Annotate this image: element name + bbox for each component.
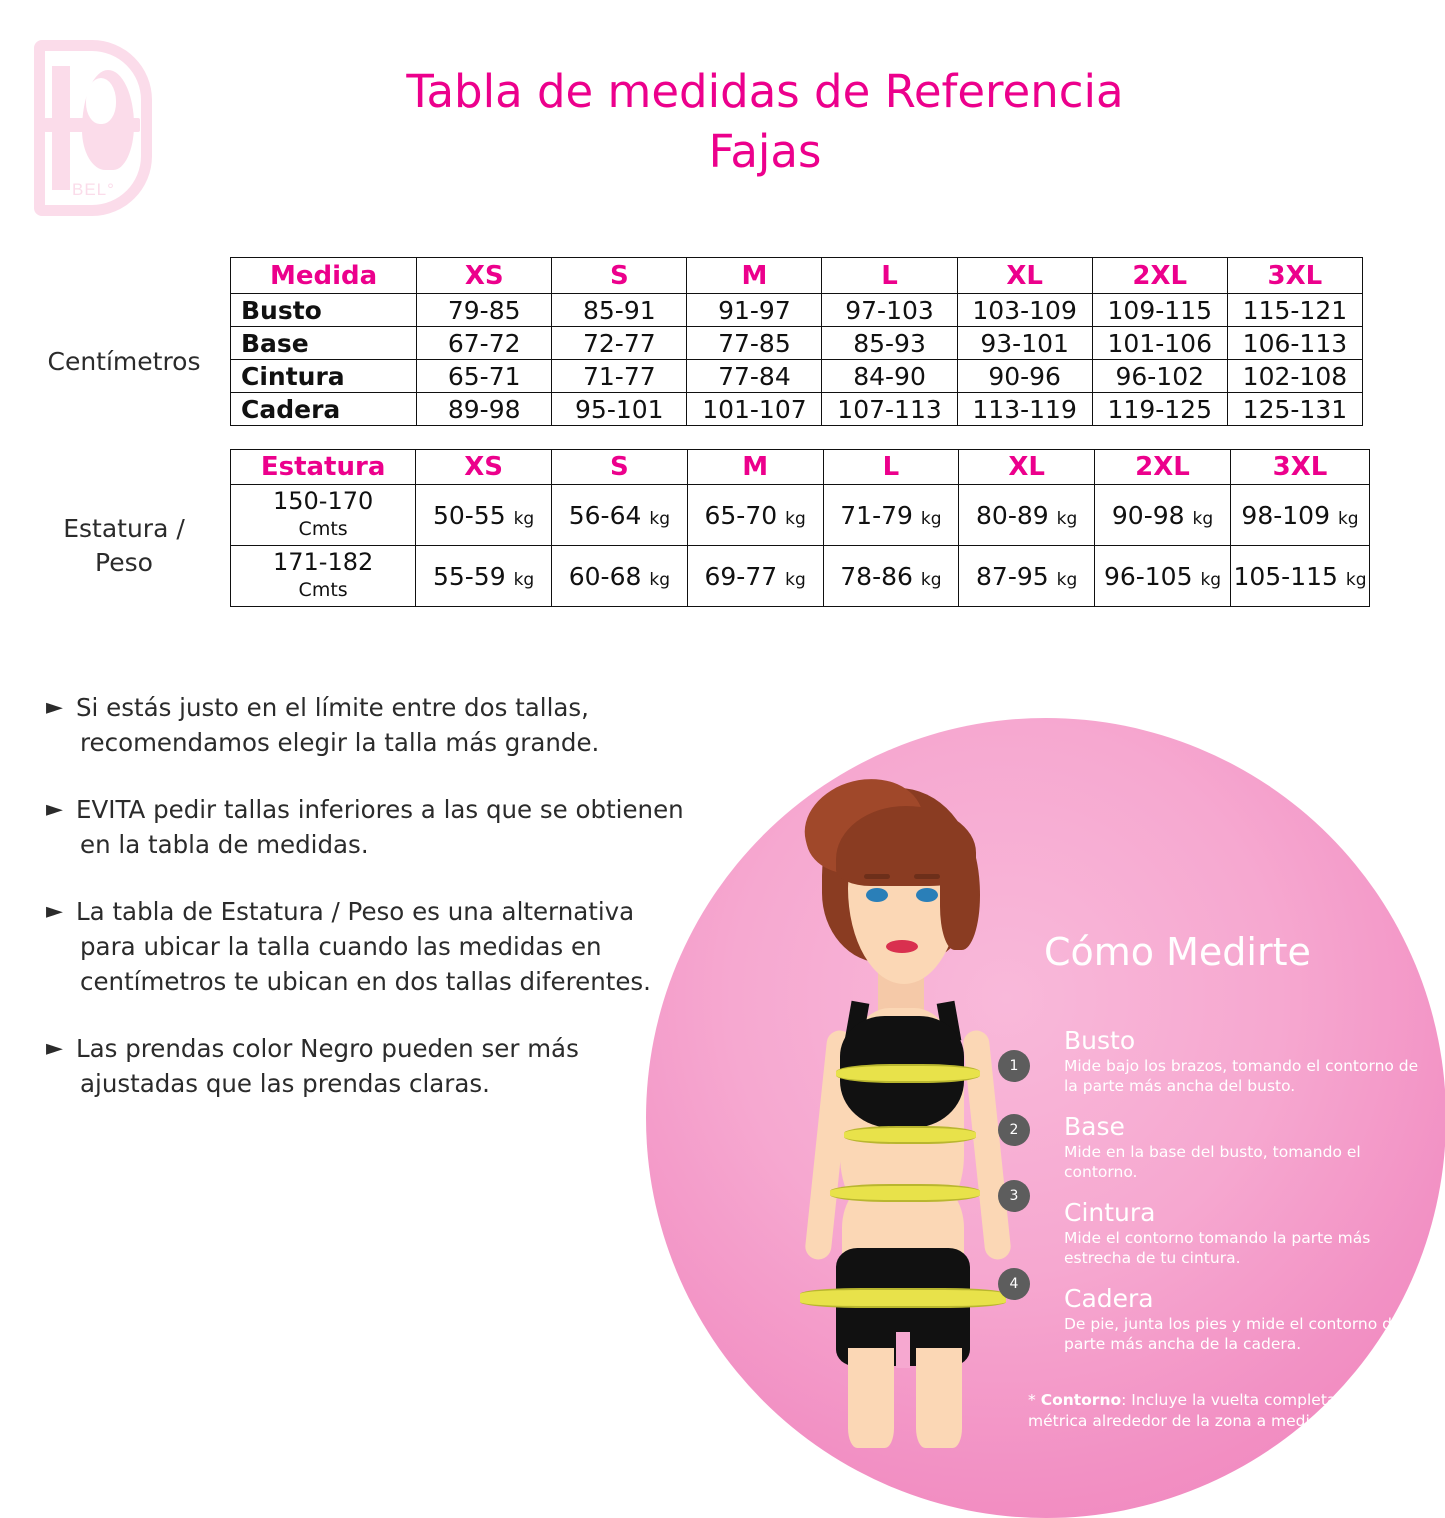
cell-cadera-l: 107-113 xyxy=(822,393,957,426)
cell-cadera-xs: 89-98 xyxy=(417,393,552,426)
cell-cadera-3xl: 125-131 xyxy=(1227,393,1362,426)
measure-desc-cadera: De pie, junta los pies y mide el contorno de la parte más ancha de la cadera. xyxy=(1064,1315,1421,1353)
cell-hw1-m: 65-70 kg xyxy=(687,485,823,546)
cell-hw1-l: 71-79 kg xyxy=(823,485,959,546)
cell-hw2-2xl: 96-105 kg xyxy=(1095,546,1231,607)
cell-hw2-xs: 55-59 kg xyxy=(416,546,552,607)
col-header-hw-m: M xyxy=(687,450,823,485)
table-header-row xyxy=(231,450,1370,485)
page-title xyxy=(300,62,1230,182)
row-label-cadera: Cadera xyxy=(231,393,417,426)
measure-badge-2: 2 xyxy=(998,1114,1030,1146)
mouth-shape xyxy=(886,940,918,953)
col-header-s: S xyxy=(552,258,687,294)
cell-hw2-l: 78-86 kg xyxy=(823,546,959,607)
cell-hw1-s: 56-64 kg xyxy=(551,485,687,546)
cell-cadera-s: 95-101 xyxy=(552,393,687,426)
brand-logo xyxy=(34,40,164,220)
shorts-gap xyxy=(896,1332,910,1368)
label-estatura-peso-line2: Peso xyxy=(95,548,153,577)
bullet-arrow-icon: ► xyxy=(46,797,63,822)
cell-cintura-2xl: 96-102 xyxy=(1092,360,1227,393)
note-item xyxy=(40,690,740,760)
table-row xyxy=(231,485,1370,546)
measure-item-busto xyxy=(1064,1026,1424,1096)
note-line-2: ajustadas que las prendas claras. xyxy=(80,1069,490,1098)
cell-base-m: 77-85 xyxy=(687,327,822,360)
row-label-cintura: Cintura xyxy=(231,360,417,393)
col-header-hw-xs: XS xyxy=(416,450,552,485)
col-header-hw-l: L xyxy=(823,450,959,485)
cell-busto-xl: 103-109 xyxy=(957,294,1092,327)
note-line-2: para ubicar la talla cuando las medidas en xyxy=(80,932,602,961)
measure-badge-1: 1 xyxy=(998,1050,1030,1082)
col-header-2xl: 2XL xyxy=(1092,258,1227,294)
row-label-base: Base xyxy=(231,327,417,360)
page-title-line1: Tabla de medidas de Referencia xyxy=(406,65,1124,118)
cell-hw1-xs: 50-55 kg xyxy=(416,485,552,546)
row-label-171-182 xyxy=(231,546,416,607)
cell-base-xl: 93-101 xyxy=(957,327,1092,360)
cell-cadera-m: 101-107 xyxy=(687,393,822,426)
logo-wordmark: BEL° xyxy=(72,180,115,199)
row-label-150-170-unit: Cmts xyxy=(298,518,348,540)
woman-illustration xyxy=(744,780,1074,1445)
cell-base-xs: 67-72 xyxy=(417,327,552,360)
leg-left xyxy=(848,1348,894,1448)
measuring-tape-cadera-icon xyxy=(800,1288,1006,1308)
col-header-3xl: 3XL xyxy=(1227,258,1362,294)
cell-busto-s: 85-91 xyxy=(552,294,687,327)
row-label-150-170 xyxy=(231,485,416,546)
note-line-1: Las prendas color Negro pueden ser más xyxy=(76,1034,579,1063)
note-item xyxy=(40,792,740,862)
footnote-star: * xyxy=(1028,1391,1036,1409)
cell-busto-l: 97-103 xyxy=(822,294,957,327)
measure-item-cadera xyxy=(1064,1284,1424,1354)
col-header-hw-3xl: 3XL xyxy=(1231,450,1370,485)
col-header-l: L xyxy=(822,258,957,294)
cell-base-3xl: 106-113 xyxy=(1227,327,1362,360)
cell-cadera-xl: 113-119 xyxy=(957,393,1092,426)
logo-face-shape xyxy=(86,78,116,124)
page-title-line2: Fajas xyxy=(708,125,822,178)
how-to-measure-list xyxy=(1064,1026,1424,1370)
measuring-tape-cintura-icon xyxy=(830,1184,980,1202)
col-header-m: M xyxy=(687,258,822,294)
cell-hw2-xl: 87-95 kg xyxy=(959,546,1095,607)
note-item xyxy=(40,894,740,999)
measure-name-busto: Busto xyxy=(1064,1026,1136,1055)
cell-hw1-xl: 80-89 kg xyxy=(959,485,1095,546)
bullet-arrow-icon: ► xyxy=(46,695,63,720)
label-centimetros: Centímetros xyxy=(47,347,201,376)
leg-right xyxy=(916,1348,962,1448)
eye-left xyxy=(866,888,888,902)
cell-base-s: 72-77 xyxy=(552,327,687,360)
col-header-hw-2xl: 2XL xyxy=(1095,450,1231,485)
row-label-171-182-unit: Cmts xyxy=(298,579,348,601)
notes-list xyxy=(40,690,740,1133)
cell-cadera-2xl: 119-125 xyxy=(1092,393,1227,426)
cell-hw2-3xl: 105-115 kg xyxy=(1231,546,1370,607)
measure-item-cintura xyxy=(1064,1198,1424,1268)
table-row xyxy=(231,360,1363,393)
col-header-medida: Medida xyxy=(231,258,417,294)
note-line-2: recomendamos elegir la talla más grande. xyxy=(80,728,600,757)
measure-desc-cintura: Mide el contorno tomando la parte más estrecha de tu cintura. xyxy=(1064,1229,1371,1267)
cell-hw1-3xl: 98-109 kg xyxy=(1231,485,1370,546)
eyebrow-right xyxy=(914,874,940,879)
col-header-xs: XS xyxy=(417,258,552,294)
measure-desc-busto: Mide bajo los brazos, tomando el contorno de la parte más ancha del busto. xyxy=(1064,1057,1419,1095)
measure-name-base: Base xyxy=(1064,1112,1125,1141)
note-line-1: La tabla de Estatura / Peso es una alternativa xyxy=(76,897,635,926)
table-row xyxy=(231,546,1370,607)
measure-desc-base: Mide en la base del busto, tomando el contorno. xyxy=(1064,1143,1361,1181)
cell-cintura-xl: 90-96 xyxy=(957,360,1092,393)
cell-base-l: 85-93 xyxy=(822,327,957,360)
col-header-xl: XL xyxy=(957,258,1092,294)
label-estatura-peso-line1: Estatura / xyxy=(63,514,185,543)
cell-cintura-m: 77-84 xyxy=(687,360,822,393)
col-header-estatura: Estatura xyxy=(231,450,416,485)
cell-cintura-xs: 65-71 xyxy=(417,360,552,393)
note-line-3: centímetros te ubican en dos tallas diferentes. xyxy=(80,967,651,996)
footnote-text: : Incluye la vuelta completa de la cinta métrica alrededor de la zona a medir xyxy=(1028,1391,1423,1430)
footnote xyxy=(1028,1390,1428,1432)
label-estatura-peso xyxy=(24,512,224,580)
measure-badge-3: 3 xyxy=(998,1180,1030,1212)
cell-hw2-s: 60-68 kg xyxy=(551,546,687,607)
cell-busto-m: 91-97 xyxy=(687,294,822,327)
cell-cintura-l: 84-90 xyxy=(822,360,957,393)
measuring-tape-base-icon xyxy=(844,1126,976,1144)
col-header-hw-xl: XL xyxy=(959,450,1095,485)
row-label-150-170-range: 150-170 xyxy=(272,487,374,515)
measuring-tape-busto-icon xyxy=(836,1064,980,1083)
cell-cintura-3xl: 102-108 xyxy=(1227,360,1362,393)
note-line-1: EVITA pedir tallas inferiores a las que se obtienen xyxy=(76,795,684,824)
cell-hw1-2xl: 90-98 kg xyxy=(1095,485,1231,546)
cell-busto-2xl: 109-115 xyxy=(1092,294,1227,327)
cell-busto-3xl: 115-121 xyxy=(1227,294,1362,327)
table-header-row xyxy=(231,258,1363,294)
footnote-term: Contorno xyxy=(1040,1391,1122,1409)
measure-item-base xyxy=(1064,1112,1424,1182)
measure-name-cadera: Cadera xyxy=(1064,1284,1154,1313)
note-line-2: en la tabla de medidas. xyxy=(80,830,369,859)
bullet-arrow-icon: ► xyxy=(46,899,63,924)
table-row xyxy=(231,294,1363,327)
table-row xyxy=(231,393,1363,426)
cell-hw2-m: 69-77 kg xyxy=(687,546,823,607)
bullet-arrow-icon: ► xyxy=(46,1036,63,1061)
measurements-table-height-weight xyxy=(230,449,1370,607)
eye-right xyxy=(916,888,938,902)
table-row xyxy=(231,327,1363,360)
row-label-busto: Busto xyxy=(231,294,417,327)
col-header-hw-s: S xyxy=(551,450,687,485)
note-item xyxy=(40,1031,740,1101)
note-line-1: Si estás justo en el límite entre dos tallas, xyxy=(76,693,589,722)
measure-badge-4: 4 xyxy=(998,1268,1030,1300)
measure-name-cintura: Cintura xyxy=(1064,1198,1156,1227)
cell-cintura-s: 71-77 xyxy=(552,360,687,393)
eyebrow-left xyxy=(864,874,890,879)
cell-busto-xs: 79-85 xyxy=(417,294,552,327)
cell-base-2xl: 101-106 xyxy=(1092,327,1227,360)
how-to-measure-title: Cómo Medirte xyxy=(1044,930,1311,974)
measurements-table-cm xyxy=(230,257,1363,426)
row-label-171-182-range: 171-182 xyxy=(272,548,374,576)
